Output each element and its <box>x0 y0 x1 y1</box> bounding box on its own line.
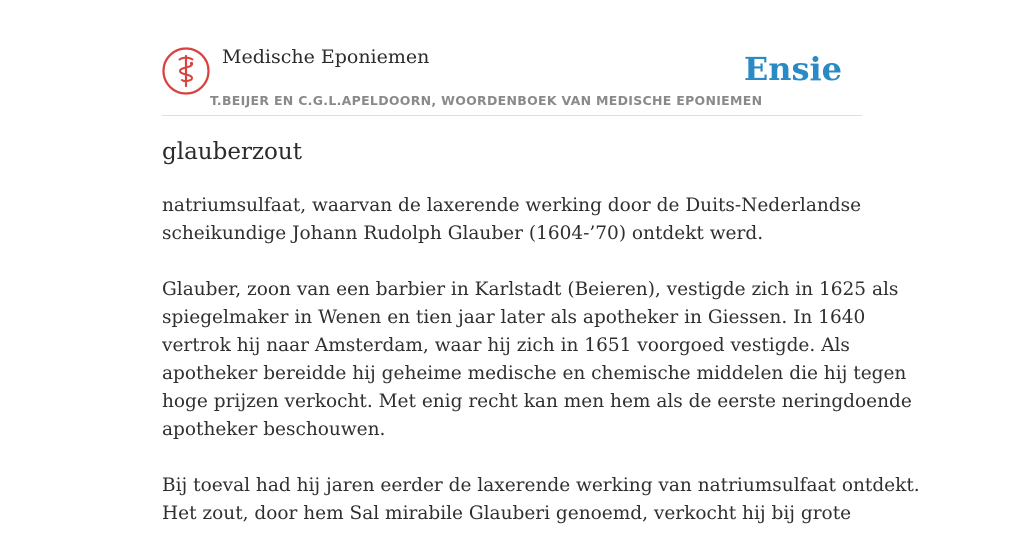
entry-paragraph <box>162 276 912 444</box>
text-line: natriumsulfaat, waarvan de laxerende werking door de Duits-Nederlandse <box>162 195 862 216</box>
entry-body <box>162 192 920 556</box>
text-line: Glauber, zoon van een barbier in Karlstadt (Beieren), vestigde zich in 1625 als <box>162 279 899 300</box>
text-line: Bij toeval had hij jaren eerder de laxerende werking van natriumsulfaat ontdekt. <box>162 475 920 496</box>
entry-paragraph <box>162 472 920 528</box>
header-divider <box>162 115 862 116</box>
header <box>162 46 862 116</box>
text-line: apotheker bereidde hij geheime medische en chemische middelen die hij tegen <box>162 363 907 384</box>
text-line: hoge prijzen verkocht. Met enig recht kan men hem als de eerste neringdoende <box>162 391 912 412</box>
dictionary-source: T.BEIJER EN C.G.L.APELDOORN, WOORDENBOEK VAN MEDISCHE EPONIEMEN <box>210 93 763 108</box>
brand-logo[interactable]: Ensie <box>743 50 842 88</box>
caduceus-icon[interactable] <box>162 47 210 95</box>
entry-headword: glauberzout <box>162 139 302 165</box>
text-line: spiegelmaker in Wenen en tien jaar later als apotheker in Giessen. In 1640 <box>162 307 866 328</box>
text-line: Het zout, door hem Sal mirabile Glauberi genoemd, verkocht hij bij grote <box>162 503 852 524</box>
text-line: scheikundige Johann Rudolph Glauber (1604-’70) ontdekt werd. <box>162 223 764 244</box>
dictionary-title[interactable]: Medische Eponiemen <box>222 46 430 68</box>
entry-paragraph <box>162 192 862 248</box>
text-line: vertrok hij naar Amsterdam, waar hij zich in 1651 voorgoed vestigde. Als <box>162 335 850 356</box>
text-line: apotheker beschouwen. <box>162 419 386 440</box>
